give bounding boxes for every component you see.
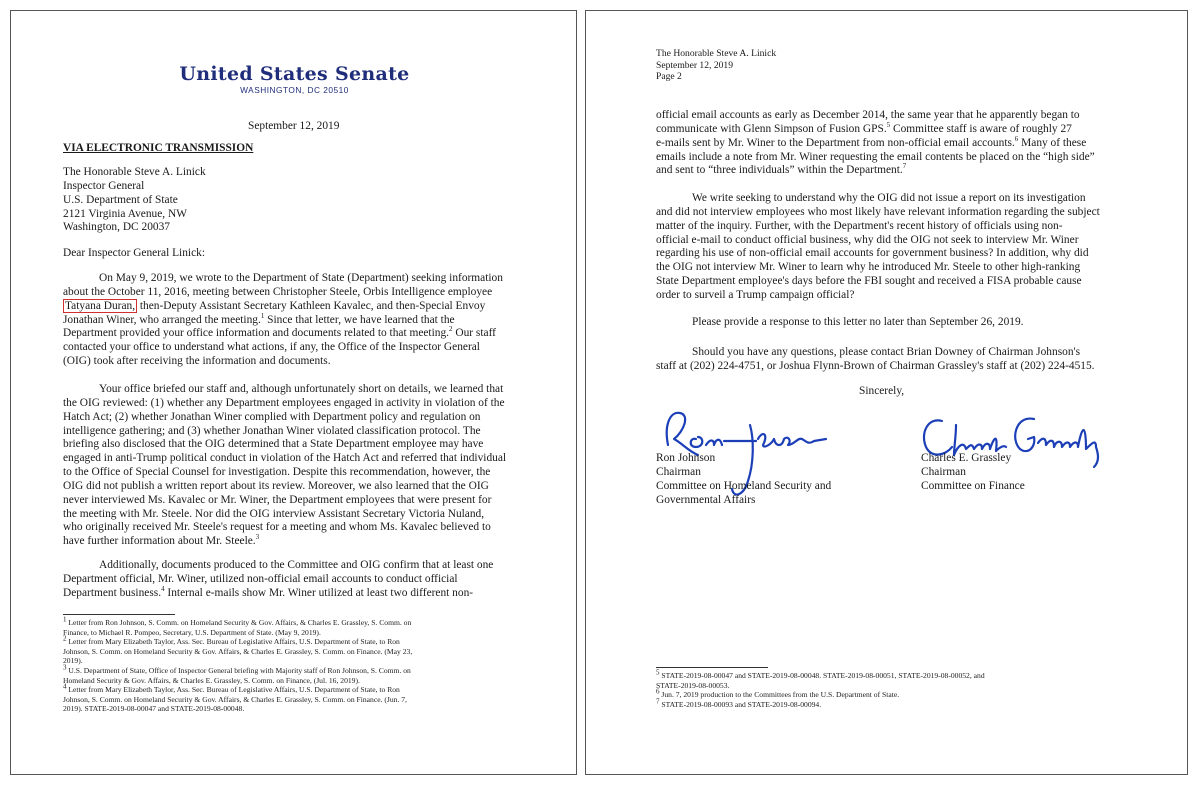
footnote-line	[63, 663, 568, 676]
paragraph-1	[63, 272, 568, 369]
salutation: Dear Inspector General Linick:	[63, 247, 205, 259]
footnote-line	[656, 687, 1181, 700]
text-line: briefing also disclosed that the OIG determined that a State Department employee may have	[63, 438, 484, 451]
footnote-ref: 1	[260, 311, 265, 320]
text-span: Internal e-mails show Mr. Winer utilized at least two different non-	[164, 586, 474, 599]
letter-date: September 12, 2019	[248, 120, 340, 132]
letterhead-title: United States Senate	[179, 63, 410, 85]
text-line: the OIG not interview Mr. Winer to learn why he introduced Mr. Steele to other high-ranking	[656, 261, 1081, 274]
signer-committee: Governmental Affairs	[656, 493, 756, 506]
signer-committee: Committee on Finance	[921, 479, 1025, 492]
footnote-text: Jun. 7, 2019 production to the Committees from the U.S. Department of State.	[659, 690, 900, 700]
footnote-text: STATE-2019-08-00093 and STATE-2019-08-00094.	[659, 699, 822, 709]
text-line	[63, 300, 568, 314]
footnote-number: 1	[63, 615, 67, 624]
text-line: staff at (202) 224-4751, or Joshua Flynn-Brown of Chairman Grassley's staff at (202) 224-4515.	[656, 359, 1095, 372]
footnote-text: Letter from Ron Johnson, S. Comm. on Homeland Security & Gov. Affairs, & Charles E. Grassley, S. Comm. on	[66, 618, 412, 627]
footnote-ref: 3	[255, 533, 260, 542]
text-line: the meeting with Mr. Steele. Nor did the OIG interview Assistant Secretary Victoria Nuland,	[63, 507, 485, 520]
text-span: Many of these	[1018, 136, 1087, 149]
footnote-ref: 5	[886, 121, 891, 130]
text-line: regarding his use of non-official email accounts for government business? In addition, why did	[656, 247, 1089, 260]
footnote-ref: 7	[902, 162, 907, 171]
recipient-address	[63, 166, 206, 235]
text-line	[656, 134, 1181, 151]
text-line	[63, 584, 568, 601]
footnote-number: 6	[656, 687, 660, 696]
footnote-number: 2	[63, 634, 67, 643]
text-span: Jonathan Winer, who arranged the meeting.	[63, 313, 261, 326]
text-span: then-Deputy Assistant Secretary Kathleen Kavalec, and then-Special Envoy	[137, 299, 486, 312]
text-line	[63, 535, 568, 549]
address-line: U.S. Department of State	[63, 193, 178, 206]
text-span: Our staff	[452, 327, 496, 340]
text-line: to the Office of Special Counsel for investigation. Despite this recommendation, however, the	[63, 466, 491, 479]
text-line: order to surveil a Trump campaign official?	[656, 288, 855, 301]
footnote-line	[656, 697, 1181, 710]
address-line: The Honorable Steve A. Linick	[63, 166, 206, 178]
signer-grassley-block	[921, 452, 1025, 494]
text-span: Department provided your office information and documents related to that meeting.	[63, 327, 450, 340]
text-line: Additionally, documents produced to the Committee and OIG confirm that at least one	[99, 559, 494, 571]
footnote-rule	[656, 667, 768, 668]
footnote-line	[63, 615, 568, 628]
paragraph-3	[63, 559, 568, 601]
text-line: OIG did not publish a written report about its review. Moreover, we also learned that the OIG	[63, 479, 489, 492]
paragraph-continued	[656, 109, 1181, 178]
footnote-line: Finance, to Michael R. Pompeo, Secretary, U.S. Department of State. (May 9, 2019).	[63, 627, 321, 637]
text-span: have further information about Mr. Steele.	[63, 535, 256, 548]
text-line: contacted your office to understand what actions, if any, the Office of the Inspector General	[63, 341, 480, 354]
signer-johnson-block	[656, 452, 831, 507]
text-line	[656, 123, 1181, 137]
transmission-line: VIA ELECTRONIC TRANSMISSION	[63, 142, 254, 154]
text-span: e-mails sent by Mr. Winer to the Department from non-official email accounts.	[656, 136, 1015, 149]
signer-title: Chairman	[656, 465, 701, 478]
closing: Sincerely,	[859, 385, 905, 397]
text-span: and sent to “three individuals” within the Department.	[656, 164, 903, 177]
footnote-number: 7	[656, 697, 660, 706]
text-line: official e-mail to conduct official business, why did the OIG not seek to interview Mr. Winer	[656, 233, 1079, 246]
header-line: September 12, 2019	[656, 59, 734, 71]
text-line: (OIG) took after receiving the information and documents.	[63, 355, 331, 368]
address-line: Washington, DC 20037	[63, 221, 170, 234]
footnote-line: Johnson, S. Comm. on Homeland Security & Gov. Affairs, & Charles E. Grassley, S. Comm. on Finance. (Jun. 7,	[63, 694, 407, 704]
text-line: Department official, Mr. Winer, utilized non-official email accounts to conduct official	[63, 572, 458, 585]
footnote-text: U.S. Department of State, Office of Inspector General briefing with Majority staff of Ron Johnson, S. Comm. on	[66, 665, 411, 675]
text-line: engaged in anti-Trump political conduct in violation of the Hatch Act and referred that individual	[63, 452, 507, 465]
text-line	[63, 327, 568, 341]
header-line: The Honorable Steve A. Linick	[656, 48, 777, 59]
signer-name: Ron Johnson	[656, 452, 716, 464]
footnote-number: 3	[63, 663, 67, 672]
letter-page-2	[585, 10, 1188, 775]
text-line: who originally received Mr. Steele's request for a meeting and whom Ms. Kavalec believed to	[63, 521, 491, 534]
text-span: communicate with Glenn Simpson of Fusion GPS.	[656, 122, 887, 135]
page-header	[656, 48, 776, 83]
text-line: official email accounts as early as December 2014, the same year that he apparently began to	[656, 109, 1080, 121]
text-span: Since that letter, we have learned that the	[264, 313, 455, 326]
response-deadline: Please provide a response to this letter no later than September 26, 2019.	[692, 316, 1024, 328]
footnote-number: 4	[63, 682, 67, 691]
paragraph-2	[63, 383, 568, 549]
footnote-text: STATE-2019-08-00047 and STATE-2019-08-00048. STATE-2019-08-00051, STATE-2019-08-00052, and	[659, 671, 985, 680]
footnote-line: STATE-2019-08-00053.	[656, 680, 730, 690]
footnote-number: 5	[656, 668, 660, 677]
text-line: about the October 11, 2016, meeting between Christopher Steele, Orbis Intelligence employee	[63, 285, 493, 298]
text-line: State Department employee's days before the FBI sought and received a FISA probable cause	[656, 275, 1082, 288]
footnote-ref: 6	[1014, 134, 1019, 143]
signer-title: Chairman	[921, 465, 966, 478]
footnote-ref: 4	[161, 584, 165, 593]
letterhead-subtitle: WASHINGTON, DC 20510	[240, 85, 349, 95]
text-line: Hatch Act; (2) whether Jonathan Winer complied with Department policy and regulation on	[63, 410, 481, 423]
footnote-line: 2019).	[63, 656, 83, 666]
address-line: Inspector General	[63, 179, 145, 192]
text-line: On May 9, 2019, we wrote to the Department of State (Department) seeking information	[99, 272, 503, 284]
footnote-line	[63, 682, 568, 695]
header-line: Page 2	[656, 71, 682, 82]
letter-page-1	[10, 10, 577, 775]
footnotes	[63, 615, 568, 714]
footnote-rule	[63, 614, 175, 615]
text-line: We write seeking to understand why the OIG did not issue a report on its investigation	[692, 192, 1086, 204]
text-span: Department business.	[63, 586, 162, 599]
footnote-line: 2019). STATE-2019-08-00047 and STATE-2019-08-00048.	[63, 704, 245, 714]
text-line: and did not interview employees who most likely have relevant information regarding the subject	[656, 205, 1100, 218]
paragraph-contacts	[656, 346, 1181, 374]
footnote-text: Letter from Mary Elizabeth Taylor, Ass. Sec. Bureau of Legislative Affairs, U.S. Department of State, to Ron	[66, 685, 400, 695]
highlighted-name: Tatyana Duran,	[65, 299, 136, 312]
signer-name: Charles E. Grassley	[921, 452, 1012, 464]
footnotes	[656, 668, 1181, 709]
text-line: intelligence gathering; and (3) whether Jonathan Winer violated classification protocol. The	[63, 424, 481, 437]
footnote-line	[63, 634, 568, 647]
footnote-line	[656, 668, 1181, 681]
text-span: Committee staff is aware of roughly 27	[890, 122, 1072, 135]
address-line: 2121 Virginia Avenue, NW	[63, 207, 187, 220]
text-line: emails include a note from Mr. Winer requesting the email contents be placed on the “high side”	[656, 150, 1095, 163]
footnote-text: Letter from Mary Elizabeth Taylor, Ass. Sec. Bureau of Legislative Affairs, U.S. Department of State, to Ron	[66, 637, 400, 647]
text-line: the OIG reviewed: (1) whether any Department employees engaged in activity in violation of the	[63, 396, 505, 409]
footnote-line: Johnson, S. Comm. on Homeland Security & Gov. Affairs, & Charles E. Grassley, S. Comm. on Finance. (May 23,	[63, 646, 413, 656]
footnote-line: Homeland Security & Gov. Affairs, & Charles E. Grassley, S. Comm. on Finance, (Jul. 16, 2019).	[63, 675, 360, 685]
footnote-ref: 2	[449, 325, 453, 334]
text-line: matter of the inquiry. Further, with the Department's recent history of officials using non-	[656, 219, 1063, 232]
text-line: Your office briefed our staff and, although unfortunately short on details, we learned that	[99, 383, 504, 395]
text-line	[656, 164, 1181, 178]
signer-committee: Committee on Homeland Security and	[656, 479, 832, 492]
text-line: never interviewed Ms. Kavalec or Mr. Winer, the Department employees that were present for	[63, 493, 492, 506]
text-line: Should you have any questions, please contact Brian Downey of Chairman Johnson's	[692, 346, 1080, 358]
text-line	[63, 311, 568, 328]
paragraph-questions	[656, 192, 1181, 303]
